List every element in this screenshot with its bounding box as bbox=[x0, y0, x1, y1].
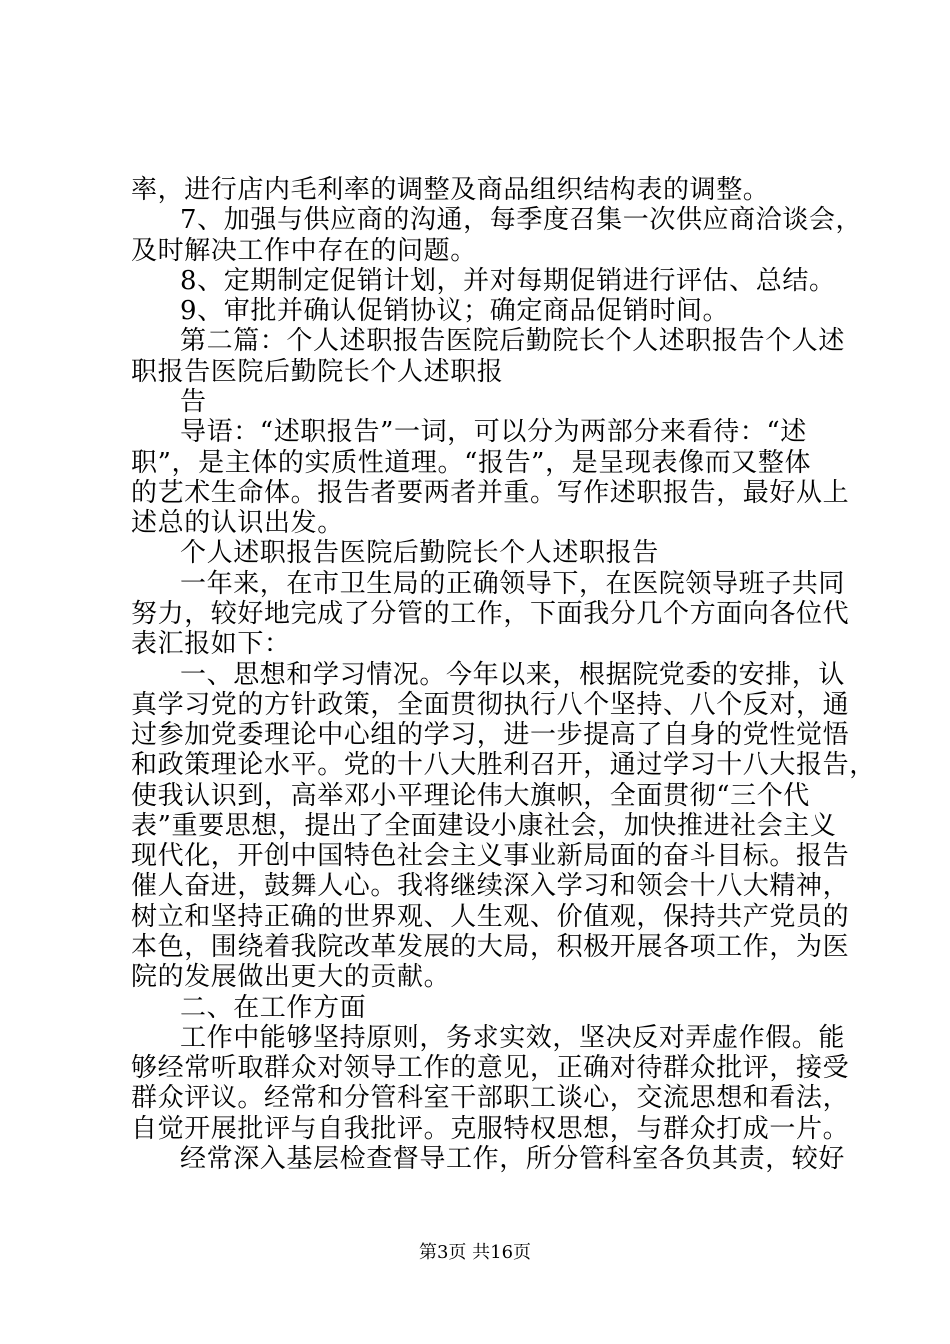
text-line: 率，进行店内毛利率的调整及商品组织结构表的调整。 bbox=[131, 175, 770, 205]
text-line: 真学习党的方针政策，全面贯彻执行八个坚持、八个反对，通 bbox=[131, 690, 850, 720]
text-line: 够经常听取群众对领导工作的意见，正确对待群众批评，接受 bbox=[131, 1053, 850, 1083]
text-line: 第二篇：个人述职报告医院后勤院长个人述职报告个人述 bbox=[180, 326, 846, 356]
text-line: 职报告医院后勤院长个人述职报 bbox=[131, 357, 504, 387]
text-line: 述总的认识出发。 bbox=[131, 508, 344, 538]
text-line: 催人奋进，鼓舞人心。我将继续深入学习和领会十八大精神， bbox=[131, 871, 850, 901]
page-footer: 第3页 共16页 bbox=[418, 1242, 532, 1263]
text-line: 个人述职报告医院后勤院长个人述职报告 bbox=[180, 538, 659, 568]
text-line: 树立和坚持正确的世界观、人生观、价值观，保持共产党员的 bbox=[131, 902, 850, 932]
text-line: 现代化，开创中国特色社会主义事业新局面的奋斗目标。报告 bbox=[131, 841, 850, 871]
text-line: 9、审批并确认促销协议；确定商品促销时间。 bbox=[180, 296, 730, 326]
text-line: 院的发展做出更大的贡献。 bbox=[131, 962, 451, 992]
text-line: 二、在工作方面 bbox=[180, 993, 367, 1023]
text-line: 表汇报如下： bbox=[131, 629, 291, 659]
text-line: 导语：“述职报告”一词，可以分为两部分来看待：“述 bbox=[180, 417, 807, 447]
text-line: 8、定期制定促销计划，并对每期促销进行评估、总结。 bbox=[180, 266, 836, 296]
text-line: 过参加党委理论中心组的学习，进一步提高了自身的党性觉悟 bbox=[131, 720, 850, 750]
text-line: 的艺术生命体。报告者要两者并重。写作述职报告，最好从上 bbox=[131, 478, 850, 508]
text-line: 自觉开展批评与自我批评。克服特权思想，与群众打成一片。 bbox=[131, 1114, 850, 1144]
text-line: 表”重要思想，提出了全面建设小康社会，加快推进社会主义 bbox=[131, 811, 837, 841]
text-line: 群众评议。经常和分管科室干部职工谈心，交流思想和看法， bbox=[131, 1083, 850, 1113]
text-line: 一、思想和学习情况。今年以来，根据院党委的安排，认 bbox=[180, 660, 846, 690]
text-line: 职”，是主体的实质性道理。“报告”，是呈现表像而又整体 bbox=[131, 448, 812, 478]
text-line: 告 bbox=[180, 387, 207, 417]
text-line: 一年来，在市卫生局的正确领导下，在医院领导班子共同 bbox=[180, 569, 846, 599]
text-line: 本色，围绕着我院改革发展的大局，积极开展各项工作，为医 bbox=[131, 932, 850, 962]
text-line: 及时解决工作中存在的问题。 bbox=[131, 236, 477, 266]
text-line: 和政策理论水平。党的十八大胜利召开，通过学习十八大报告， bbox=[131, 750, 876, 780]
text-line: 7、加强与供应商的沟通，每季度召集一次供应商洽谈会， bbox=[180, 205, 863, 235]
text-line: 工作中能够坚持原则，务求实效，坚决反对弄虚作假。能 bbox=[180, 1023, 846, 1053]
text-line: 努力，较好地完成了分管的工作，下面我分几个方面向各位代 bbox=[131, 599, 850, 629]
text-line: 经常深入基层检查督导工作，所分管科室各负其责，较好 bbox=[180, 1144, 846, 1174]
text-line: 使我认识到，高举邓小平理论伟大旗帜，全面贯彻“三个代 bbox=[131, 781, 810, 811]
